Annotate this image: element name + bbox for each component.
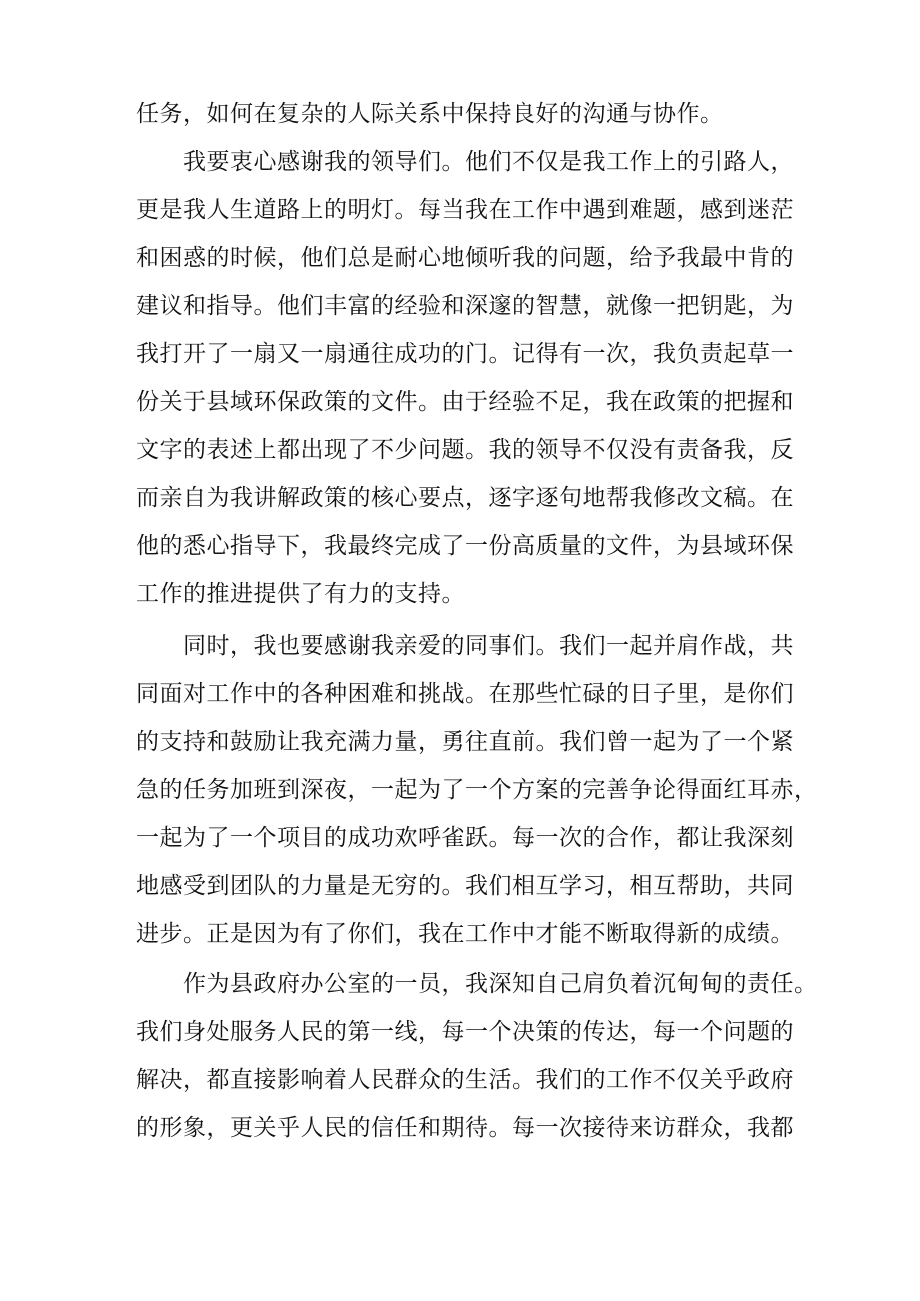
paragraph-2-line-10: 工作的推进提供了有力的支持。 [136,581,465,607]
paragraph-2-line-8: 而亲自为我讲解政策的核心要点，逐字逐句地帮我修改文稿。在 [136,485,794,511]
paragraph-3-line-2: 同面对工作中的各种困难和挑战。在那些忙碌的日子里，是你们 [136,681,794,707]
paragraph-3-line-4: 急的任务加班到深夜，一起为了一个方案的完善争论得面红耳赤， [136,777,818,803]
paragraph-4-line-2: 我们身处服务人民的第一线，每一个决策的传达，每一个问题的 [136,1019,794,1045]
paragraph-2-line-1: 我要衷心感谢我的领导们。他们不仅是我工作上的引路人， [183,149,794,175]
paragraph-2-line-9: 他的悉心指导下，我最终完成了一份高质量的文件，为县域环保 [136,533,794,559]
paragraph-4-line-4: 的形象，更关乎人民的信任和期待。每一次接待来访群众，我都 [136,1115,794,1141]
paragraph-2-line-7: 文字的表述上都出现了不少问题。我的领导不仅没有责备我，反 [136,437,794,463]
paragraph-3-line-3: 的支持和鼓励让我充满力量，勇往直前。我们曾一起为了一个紧 [136,729,794,755]
paragraph-4-line-1: 作为县政府办公室的一员，我深知自己肩负着沉甸甸的责任。 [183,971,818,997]
paragraph-3-line-5: 一起为了一个项目的成功欢呼雀跃。每一次的合作，都让我深刻 [136,825,794,851]
paragraph-3-line-1: 同时，我也要感谢我亲爱的同事们。我们一起并肩作战，共 [183,633,794,659]
paragraph-4-line-3: 解决，都直接影响着人民群众的生活。我们的工作不仅关乎政府 [136,1067,794,1093]
paragraph-2-line-3: 和困惑的时候，他们总是耐心地倾听我的问题，给予我最中肯的 [136,245,794,271]
paragraph-2-line-6: 份关于县域环保政策的文件。由于经验不足，我在政策的把握和 [136,389,794,415]
paragraph-2-line-2: 更是我人生道路上的明灯。每当我在工作中遇到难题，感到迷茫 [136,197,794,223]
paragraph-3-line-6: 地感受到团队的力量是无穷的。我们相互学习，相互帮助，共同 [136,873,794,899]
paragraph-3-line-7: 进步。正是因为有了你们，我在工作中才能不断取得新的成绩。 [136,921,794,947]
paragraph-2-line-4: 建议和指导。他们丰富的经验和深邃的智慧，就像一把钥匙，为 [136,293,794,319]
paragraph-1-line-1: 任务，如何在复杂的人际关系中保持良好的沟通与协作。 [136,101,724,127]
paragraph-2-line-5: 我打开了一扇又一扇通往成功的门。记得有一次，我负责起草一 [136,341,794,367]
